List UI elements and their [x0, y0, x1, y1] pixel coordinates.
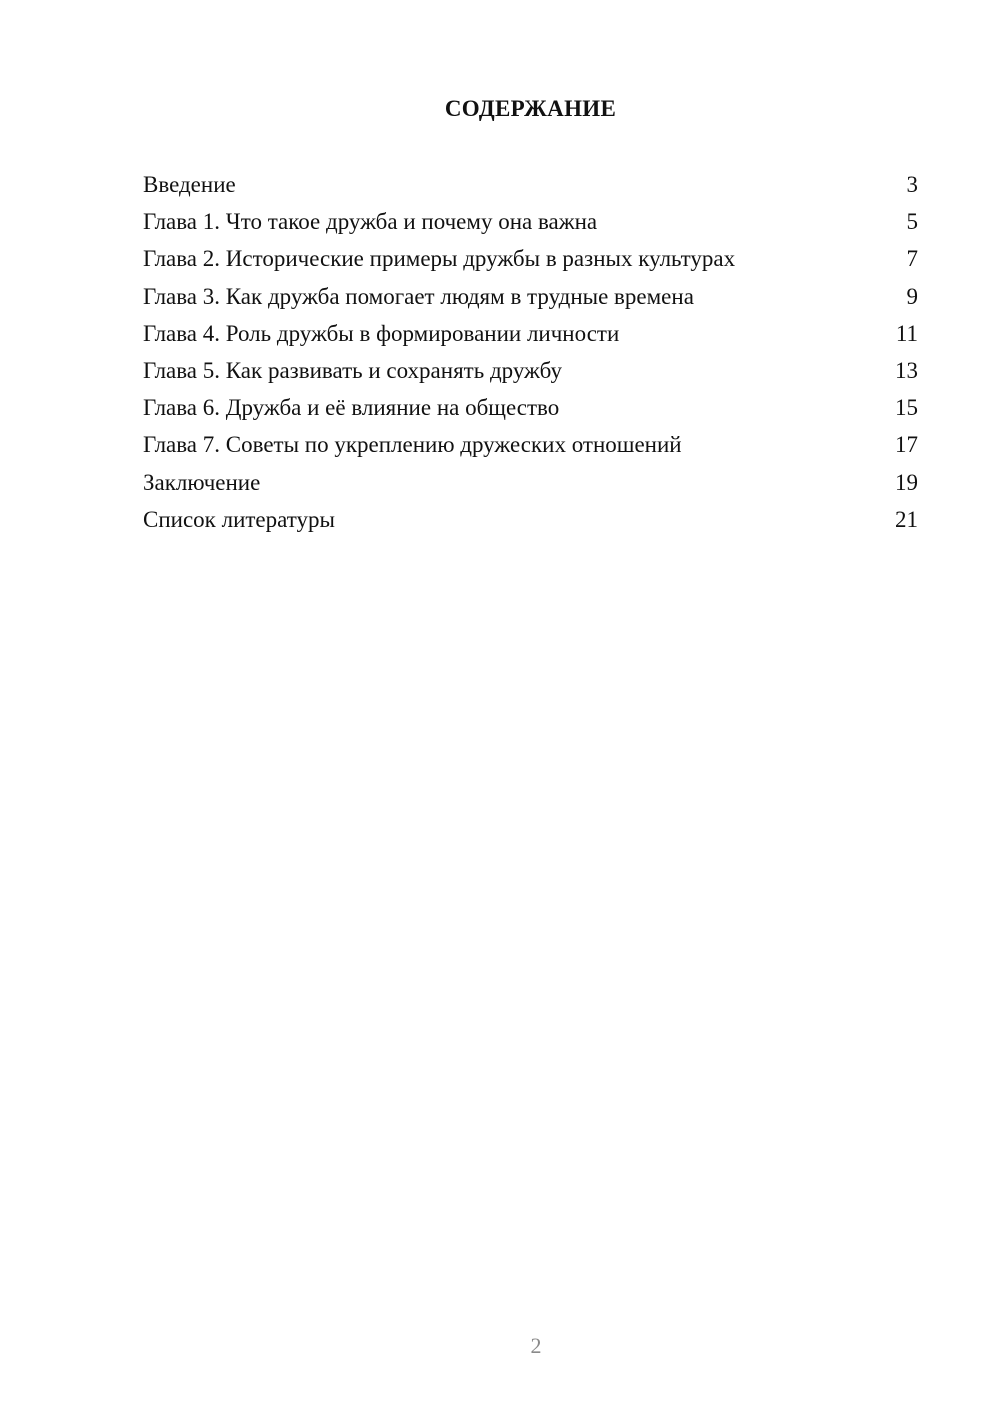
toc-entry-page: 11 — [895, 320, 918, 346]
toc-entry-label: Глава 5. Как развивать и сохранять дружбу — [143, 357, 562, 383]
toc-entry — [143, 282, 918, 319]
toc-entry-page: 21 — [895, 506, 918, 532]
toc-entry — [143, 319, 918, 356]
toc-entry-label: Глава 2. Исторические примеры дружбы в разных культурах — [143, 246, 736, 272]
toc-entry — [143, 356, 918, 393]
toc-entry-label: Заключение — [143, 469, 261, 495]
toc-entry-page: 5 — [906, 209, 918, 235]
toc-entry — [143, 430, 918, 467]
toc-entry-page: 7 — [906, 246, 918, 272]
toc-entry-label: Глава 7. Советы по укреплению дружеских отношений — [143, 432, 682, 458]
toc-entry-page: 15 — [895, 395, 918, 421]
toc-entry-label: Глава 6. Дружба и её влияние на общество — [143, 395, 560, 421]
toc-entry-label: Глава 1. Что такое дружба и почему она важна — [143, 209, 598, 235]
page-number: 2 — [530, 1333, 542, 1358]
toc-entry — [143, 505, 918, 542]
toc-entry-label: Глава 3. Как дружба помогает людям в трудные времена — [143, 283, 694, 309]
table-of-contents — [143, 170, 918, 542]
toc-entry-page: 17 — [895, 432, 918, 458]
toc-entry — [143, 393, 918, 430]
toc-entry-page: 3 — [906, 172, 918, 197]
toc-entry — [143, 207, 918, 244]
toc-entry-page: 13 — [895, 357, 918, 383]
toc-entry-label: Введение — [143, 172, 236, 197]
toc-entry — [143, 244, 918, 281]
toc-entry — [143, 170, 918, 207]
toc-entry-label: Список литературы — [143, 506, 335, 532]
toc-entry-page: 9 — [906, 283, 918, 309]
toc-entry — [143, 468, 918, 505]
toc-entry-label: Глава 4. Роль дружбы в формировании личности — [143, 320, 620, 346]
toc-entry-page: 19 — [895, 469, 918, 495]
page-title: СОДЕРЖАНИЕ — [444, 96, 617, 121]
